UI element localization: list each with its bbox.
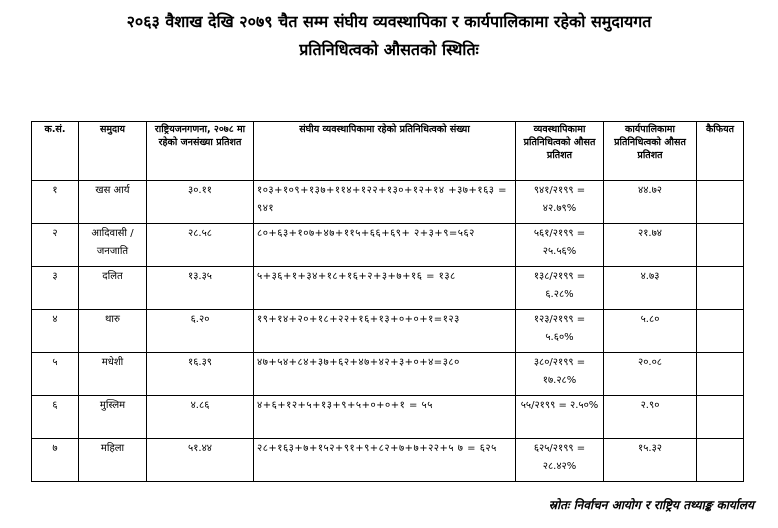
cell-remarks <box>697 181 744 224</box>
cell-community: मधेशी <box>79 353 147 396</box>
cell-legislature-count: ४७+५४+८४+३७+६२+४७+४२+३+०+४=३८० <box>254 353 516 396</box>
cell-serial: ७ <box>32 439 79 482</box>
cell-legislature-count: २८+१६३+७+१५२+९१+९+८२+७+७+२२+५ ७ = ६२५ <box>254 439 516 482</box>
header-executive-avg: कार्यपालिकामा प्रतिनिधित्वको औसत प्रतिशत <box>604 122 697 181</box>
table-row <box>32 181 744 224</box>
cell-remarks <box>697 224 744 267</box>
header-population: राष्ट्रियजनगणना, २०७८ मा रहेको जनसंख्या प्रतिशत <box>147 122 254 181</box>
cell-executive-avg: १५.३२ <box>604 439 697 482</box>
cell-remarks <box>697 310 744 353</box>
representation-table <box>31 121 744 482</box>
header-serial: क.सं. <box>32 122 79 181</box>
cell-population: २८.५८ <box>147 224 254 267</box>
cell-legislature-count: १०३+१०९+१३७+११४+१२२+१३०+१२+१४ +३७+१६३ = ९४१ <box>254 181 516 224</box>
title-line-1: २०६३ वैशाख देखि २०७९ चैत सम्म संघीय व्यवस्थापिका र कार्यपालिकामा रहेको समुदायगत <box>126 12 652 31</box>
cell-serial: ४ <box>32 310 79 353</box>
table-row <box>32 224 744 267</box>
cell-legislature-avg: ६२५/२१९९ = २८.४२% <box>516 439 604 482</box>
table-row <box>32 439 744 482</box>
cell-remarks <box>697 396 744 439</box>
cell-community: आदिवासी / जनजाति <box>79 224 147 267</box>
cell-community: दलित <box>79 267 147 310</box>
table-row <box>32 353 744 396</box>
cell-population: ५१.४४ <box>147 439 254 482</box>
cell-legislature-count: १९+१४+२०+१८+२२+१६+१३+०+०+१=१२३ <box>254 310 516 353</box>
cell-legislature-avg: ३८०/२१९९ = १७.२८% <box>516 353 604 396</box>
table-body <box>32 181 744 482</box>
header-community: समुदाय <box>79 122 147 181</box>
cell-serial: ६ <box>32 396 79 439</box>
table-header-row <box>32 122 744 181</box>
cell-population: ४.८६ <box>147 396 254 439</box>
cell-community: खस आर्य <box>79 181 147 224</box>
document-title <box>0 8 778 64</box>
cell-serial: १ <box>32 181 79 224</box>
header-legislature-avg: व्यवस्थापिकामा प्रतिनिधित्वको औसत प्रतिशत <box>516 122 604 181</box>
table-row <box>32 310 744 353</box>
cell-community: महिला <box>79 439 147 482</box>
source-note: स्रोतः निर्वाचन आयोग र राष्ट्रिय तथ्याङ्क कार्यालय <box>548 498 754 512</box>
cell-executive-avg: २०.०८ <box>604 353 697 396</box>
cell-executive-avg: २.९० <box>604 396 697 439</box>
cell-executive-avg: ४.७३ <box>604 267 697 310</box>
cell-remarks <box>697 353 744 396</box>
cell-population: ६.२० <box>147 310 254 353</box>
table-row <box>32 267 744 310</box>
cell-executive-avg: २१.७४ <box>604 224 697 267</box>
cell-community: मुस्लिम <box>79 396 147 439</box>
cell-legislature-count: ४+६+१२+५+१३+९+५+०+०+१ = ५५ <box>254 396 516 439</box>
cell-serial: २ <box>32 224 79 267</box>
cell-legislature-count: ८०+६३+१०७+४७+११५+६६+६९+ २+३+९=५६२ <box>254 224 516 267</box>
cell-legislature-avg: ९४१/२१९९ = ४२.७९% <box>516 181 604 224</box>
title-line-2: प्रतिनिधित्वको औसतको स्थितिः <box>299 40 479 59</box>
cell-serial: ५ <box>32 353 79 396</box>
cell-legislature-avg: ५६१/२१९९ = २५.५६% <box>516 224 604 267</box>
header-legislature-count: संघीय व्यवस्थापिकामा रहेको प्रतिनिधित्वको संख्या <box>254 122 516 181</box>
cell-executive-avg: ५.८० <box>604 310 697 353</box>
cell-community: थारु <box>79 310 147 353</box>
cell-legislature-avg: १३८/२१९९ = ६.२८% <box>516 267 604 310</box>
table-row <box>32 396 744 439</box>
cell-executive-avg: ४४.७२ <box>604 181 697 224</box>
cell-remarks <box>697 439 744 482</box>
cell-remarks <box>697 267 744 310</box>
cell-population: १३.३५ <box>147 267 254 310</box>
cell-population: ३०.११ <box>147 181 254 224</box>
header-remarks: कैफियत <box>697 122 744 181</box>
cell-legislature-avg: ५५/२१९९ = २.५०% <box>516 396 604 439</box>
cell-population: १६.३९ <box>147 353 254 396</box>
cell-legislature-count: ५+३६+१+३४+१८+१६+२+३+७+१६ = १३८ <box>254 267 516 310</box>
cell-serial: ३ <box>32 267 79 310</box>
cell-legislature-avg: १२३/२१९९ = ५.६०% <box>516 310 604 353</box>
